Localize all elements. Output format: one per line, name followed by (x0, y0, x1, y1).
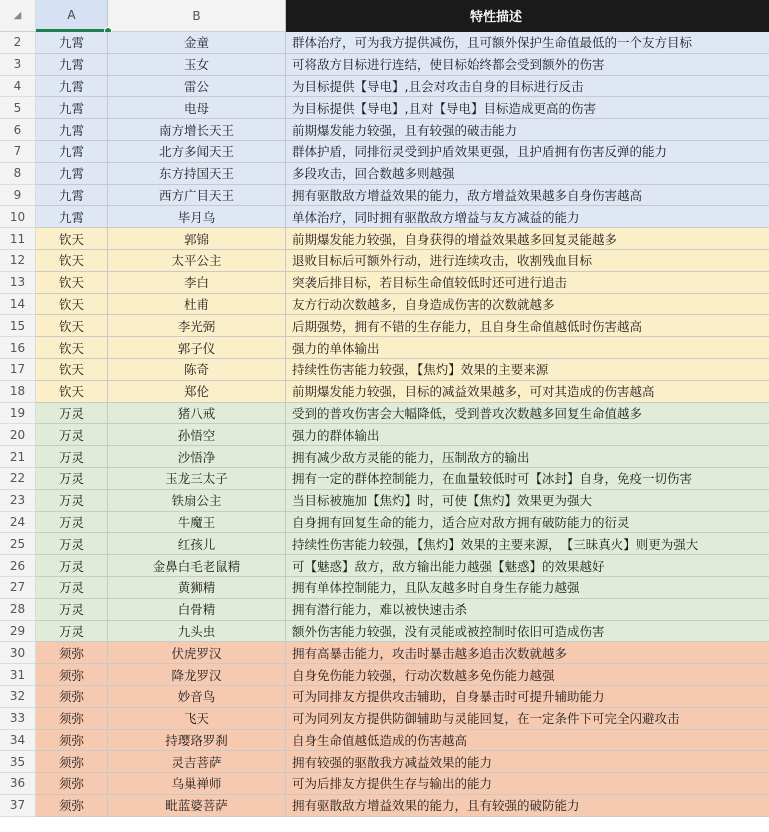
table-row (0, 468, 769, 490)
cell-faction[interactable]: 钦天 (36, 315, 108, 337)
cell-faction[interactable]: 钦天 (36, 272, 108, 294)
cell-faction[interactable]: 万灵 (36, 555, 108, 577)
cell-character-name[interactable]: 铁扇公主 (108, 490, 286, 512)
cell-faction[interactable]: 须弥 (36, 751, 108, 773)
row-number[interactable]: 17 (0, 359, 36, 381)
table-row (0, 337, 769, 359)
cell-trait-description[interactable]: 持续性伤害能力较强，【焦灼】效果的主要来源， 【三昧真火】则更为强大 (286, 533, 769, 555)
cell-character-name[interactable]: 南方增长天王 (108, 119, 286, 141)
row-number[interactable]: 4 (0, 76, 36, 98)
row-number[interactable]: 14 (0, 294, 36, 316)
cell-faction[interactable]: 钦天 (36, 250, 108, 272)
cell-faction[interactable]: 须弥 (36, 730, 108, 752)
row-number[interactable]: 22 (0, 468, 36, 490)
cell-trait-description[interactable]: 突袭后排目标，若目标生命值较低时还可进行追击 (286, 272, 769, 294)
cell-character-name[interactable]: 伏虎罗汉 (108, 642, 286, 664)
row-number[interactable]: 33 (0, 708, 36, 730)
cell-character-name[interactable]: 陈奇 (108, 359, 286, 381)
cell-trait-description[interactable]: 拥有驱散敌方增益效果的能力，敌方增益效果越多自身伤害越高 (286, 185, 769, 207)
row-number[interactable]: 27 (0, 577, 36, 599)
row-number[interactable]: 12 (0, 250, 36, 272)
cell-trait-description[interactable]: 自身拥有回复生命的能力，适合应对敌方拥有破防能力的衍灵 (286, 512, 769, 534)
cell-character-name[interactable]: 孙悟空 (108, 424, 286, 446)
row-number[interactable]: 31 (0, 664, 36, 686)
table-row (0, 32, 769, 54)
cell-trait-description[interactable]: 拥有单体控制能力，且队友越多时自身生存能力越强 (286, 577, 769, 599)
cell-trait-description[interactable]: 友方行动次数越多，自身造成伤害的次数就越多 (286, 294, 769, 316)
cell-faction[interactable]: 九霄 (36, 97, 108, 119)
cell-trait-description[interactable]: 前期爆发能力较强，自身获得的增益效果越多回复灵能越多 (286, 228, 769, 250)
cell-faction[interactable]: 万灵 (36, 424, 108, 446)
table-row (0, 272, 769, 294)
table-row (0, 795, 769, 817)
cell-trait-description[interactable]: 拥有驱散敌方增益效果的能力，且有较强的破防能力 (286, 795, 769, 817)
row-number[interactable]: 10 (0, 206, 36, 228)
cell-faction[interactable]: 九霄 (36, 163, 108, 185)
cell-character-name[interactable]: 灵吉菩萨 (108, 751, 286, 773)
cell-character-name[interactable]: 妙音鸟 (108, 686, 286, 708)
table-row (0, 490, 769, 512)
cell-character-name[interactable]: 沙悟净 (108, 446, 286, 468)
cell-character-name[interactable]: 雷公 (108, 76, 286, 98)
cell-trait-description[interactable]: 前期爆发能力较强，目标的减益效果越多，可对其造成的伤害越高 (286, 381, 769, 403)
cell-faction[interactable]: 钦天 (36, 359, 108, 381)
cell-character-name[interactable]: 飞天 (108, 708, 286, 730)
cell-character-name[interactable]: 北方多闻天王 (108, 141, 286, 163)
row-number[interactable]: 32 (0, 686, 36, 708)
cell-character-name[interactable]: 玉龙三太子 (108, 468, 286, 490)
table-row (0, 599, 769, 621)
table-row (0, 512, 769, 534)
table-row (0, 381, 769, 403)
row-number[interactable]: 36 (0, 773, 36, 795)
row-number[interactable]: 2 (0, 32, 36, 54)
cell-character-name[interactable]: 黄狮精 (108, 577, 286, 599)
table-row (0, 185, 769, 207)
cell-faction[interactable]: 九霄 (36, 76, 108, 98)
cell-trait-description[interactable]: 拥有一定的群体控制能力，在血量较低时可【冰封】自身，免疫一切伤害 (286, 468, 769, 490)
cell-character-name[interactable]: 金童 (108, 32, 286, 54)
table-row (0, 119, 769, 141)
table-row (0, 751, 769, 773)
cell-faction[interactable]: 须弥 (36, 642, 108, 664)
cell-character-name[interactable]: 西方广目天王 (108, 185, 286, 207)
cell-faction[interactable]: 万灵 (36, 577, 108, 599)
cell-trait-description[interactable]: 可【魅惑】敌方，敌方输出能力越强【魅惑】的效果越好 (286, 555, 769, 577)
cell-character-name[interactable]: 李光弼 (108, 315, 286, 337)
cell-trait-description[interactable]: 退败目标后可额外行动，进行连续攻击，收割残血目标 (286, 250, 769, 272)
cell-trait-description[interactable]: 可为后排友方提供生存与输出的能力 (286, 773, 769, 795)
cell-character-name[interactable]: 郭锦 (108, 228, 286, 250)
row-number[interactable]: 20 (0, 424, 36, 446)
cell-faction[interactable]: 万灵 (36, 490, 108, 512)
cell-character-name[interactable]: 郭子仪 (108, 337, 286, 359)
cell-faction[interactable]: 九霄 (36, 54, 108, 76)
cell-character-name[interactable]: 乌巢禅师 (108, 773, 286, 795)
table-row (0, 773, 769, 795)
table-row (0, 577, 769, 599)
table-row (0, 97, 769, 119)
row-number[interactable]: 24 (0, 512, 36, 534)
cell-trait-description[interactable]: 群体护盾，同排衍灵受到护盾效果更强，且护盾拥有伤害反弹的能力 (286, 141, 769, 163)
row-number[interactable]: 23 (0, 490, 36, 512)
cell-faction[interactable]: 万灵 (36, 599, 108, 621)
cell-character-name[interactable]: 牛魔王 (108, 512, 286, 534)
table-row (0, 446, 769, 468)
table-row (0, 359, 769, 381)
row-number[interactable]: 26 (0, 555, 36, 577)
cell-trait-description[interactable]: 拥有较强的驱散我方减益效果的能力 (286, 751, 769, 773)
cell-character-name[interactable]: 电母 (108, 97, 286, 119)
cell-trait-description[interactable]: 持续性伤害能力较强，【焦灼】效果的主要来源 (286, 359, 769, 381)
cell-faction[interactable]: 九霄 (36, 141, 108, 163)
cell-character-name[interactable]: 李白 (108, 272, 286, 294)
row-number[interactable]: 3 (0, 54, 36, 76)
cell-faction[interactable]: 须弥 (36, 708, 108, 730)
cell-trait-description[interactable]: 自身生命值越低造成的伤害越高 (286, 730, 769, 752)
row-number[interactable]: 7 (0, 141, 36, 163)
cell-character-name[interactable]: 毕月乌 (108, 206, 286, 228)
cell-trait-description[interactable]: 可为同排友方提供攻击辅助，自身暴击时可提升辅助能力 (286, 686, 769, 708)
row-number[interactable]: 37 (0, 795, 36, 817)
rows-container (0, 32, 769, 817)
cell-faction[interactable]: 九霄 (36, 32, 108, 54)
cell-character-name[interactable]: 金鼻白毛老鼠精 (108, 555, 286, 577)
table-row (0, 708, 769, 730)
row-number[interactable]: 8 (0, 163, 36, 185)
column-header-row (0, 0, 769, 32)
cell-faction[interactable]: 须弥 (36, 686, 108, 708)
cell-trait-description[interactable]: 可将敌方目标进行连结，使目标始终都会受到额外的伤害 (286, 54, 769, 76)
cell-trait-description[interactable]: 额外伤害能力较强，没有灵能或被控制时依旧可造成伤害 (286, 621, 769, 643)
cell-trait-description[interactable]: 强力的群体输出 (286, 424, 769, 446)
cell-faction[interactable]: 九霄 (36, 119, 108, 141)
table-row (0, 141, 769, 163)
cell-faction[interactable]: 万灵 (36, 533, 108, 555)
cell-trait-description[interactable]: 强力的单体输出 (286, 337, 769, 359)
row-number[interactable]: 5 (0, 97, 36, 119)
table-row (0, 533, 769, 555)
cell-faction[interactable]: 万灵 (36, 446, 108, 468)
table-row (0, 686, 769, 708)
cell-trait-description[interactable]: 自身免伤能力较强，行动次数越多免伤能力越强 (286, 664, 769, 686)
cell-trait-description[interactable]: 拥有减少敌方灵能的能力，压制敌方的输出 (286, 446, 769, 468)
cell-trait-description[interactable]: 为目标提供【导电】,且会对攻击自身的目标进行反击 (286, 76, 769, 98)
cell-character-name[interactable]: 毗蓝婆菩萨 (108, 795, 286, 817)
row-number[interactable]: 9 (0, 185, 36, 207)
cell-character-name[interactable]: 太平公主 (108, 250, 286, 272)
cell-trait-description[interactable]: 当目标被施加【焦灼】时，可使【焦灼】效果更为强大 (286, 490, 769, 512)
cell-character-name[interactable]: 猪八戒 (108, 403, 286, 425)
cell-character-name[interactable]: 郑伦 (108, 381, 286, 403)
cell-faction[interactable]: 九霄 (36, 206, 108, 228)
table-row (0, 730, 769, 752)
table-row (0, 250, 769, 272)
select-all-corner[interactable]: ◢ (0, 0, 36, 32)
cell-character-name[interactable]: 东方持国天王 (108, 163, 286, 185)
table-row (0, 555, 769, 577)
cell-character-name[interactable]: 降龙罗汉 (108, 664, 286, 686)
table-row (0, 163, 769, 185)
cell-faction[interactable]: 须弥 (36, 664, 108, 686)
cell-character-name[interactable]: 玉女 (108, 54, 286, 76)
cell-faction[interactable]: 钦天 (36, 228, 108, 250)
row-number[interactable]: 21 (0, 446, 36, 468)
row-number[interactable]: 34 (0, 730, 36, 752)
cell-faction[interactable]: 钦天 (36, 337, 108, 359)
row-number[interactable]: 11 (0, 228, 36, 250)
table-row (0, 315, 769, 337)
column-header-trait-description[interactable]: 特性描述 (286, 0, 769, 32)
row-number[interactable]: 15 (0, 315, 36, 337)
row-number[interactable]: 19 (0, 403, 36, 425)
row-number[interactable]: 13 (0, 272, 36, 294)
table-row (0, 621, 769, 643)
cell-trait-description[interactable]: 拥有潜行能力，难以被快速击杀 (286, 599, 769, 621)
table-row (0, 54, 769, 76)
row-number[interactable]: 30 (0, 642, 36, 664)
cell-trait-description[interactable]: 多段攻击，回合数越多则越强 (286, 163, 769, 185)
cell-character-name[interactable]: 九头虫 (108, 621, 286, 643)
cell-faction[interactable]: 须弥 (36, 795, 108, 817)
table-row (0, 206, 769, 228)
cell-trait-description[interactable]: 为目标提供【导电】,且对【导电】目标造成更高的伤害 (286, 97, 769, 119)
cell-faction[interactable]: 万灵 (36, 403, 108, 425)
cell-faction[interactable]: 钦天 (36, 381, 108, 403)
cell-faction[interactable]: 须弥 (36, 773, 108, 795)
row-number[interactable]: 6 (0, 119, 36, 141)
cell-faction[interactable]: 钦天 (36, 294, 108, 316)
cell-character-name[interactable]: 杜甫 (108, 294, 286, 316)
table-row (0, 294, 769, 316)
cell-faction[interactable]: 九霄 (36, 185, 108, 207)
cell-trait-description[interactable]: 可为同列友方提供防御辅助与灵能回复，在一定条件下可完全闪避攻击 (286, 708, 769, 730)
cell-faction[interactable]: 万灵 (36, 512, 108, 534)
row-number[interactable]: 28 (0, 599, 36, 621)
table-row (0, 228, 769, 250)
row-number[interactable]: 35 (0, 751, 36, 773)
row-number[interactable]: 29 (0, 621, 36, 643)
cell-trait-description[interactable]: 后期强势，拥有不错的生存能力，且自身生命值越低时伤害越高 (286, 315, 769, 337)
cell-character-name[interactable]: 红孩儿 (108, 533, 286, 555)
column-header-a[interactable]: A (36, 0, 108, 32)
cell-trait-description[interactable]: 拥有高暴击能力，攻击时暴击越多追击次数就越多 (286, 642, 769, 664)
table-row (0, 642, 769, 664)
row-number[interactable]: 25 (0, 533, 36, 555)
cell-trait-description[interactable]: 单体治疗，同时拥有驱散敌方增益与友方减益的能力 (286, 206, 769, 228)
table-row (0, 403, 769, 425)
table-row (0, 664, 769, 686)
cell-character-name[interactable]: 持璎珞罗刹 (108, 730, 286, 752)
cell-trait-description[interactable]: 前期爆发能力较强，且有较强的破击能力 (286, 119, 769, 141)
cell-trait-description[interactable]: 群体治疗，可为我方提供减伤，且可额外保护生命值最低的一个友方目标 (286, 32, 769, 54)
table-row (0, 76, 769, 98)
column-header-b[interactable]: B (108, 0, 286, 32)
cell-trait-description[interactable]: 受到的普攻伤害会大幅降低，受到普攻次数越多回复生命值越多 (286, 403, 769, 425)
cell-character-name[interactable]: 白骨精 (108, 599, 286, 621)
cell-faction[interactable]: 万灵 (36, 621, 108, 643)
cell-faction[interactable]: 万灵 (36, 468, 108, 490)
row-number[interactable]: 16 (0, 337, 36, 359)
table-row (0, 424, 769, 446)
row-number[interactable]: 18 (0, 381, 36, 403)
